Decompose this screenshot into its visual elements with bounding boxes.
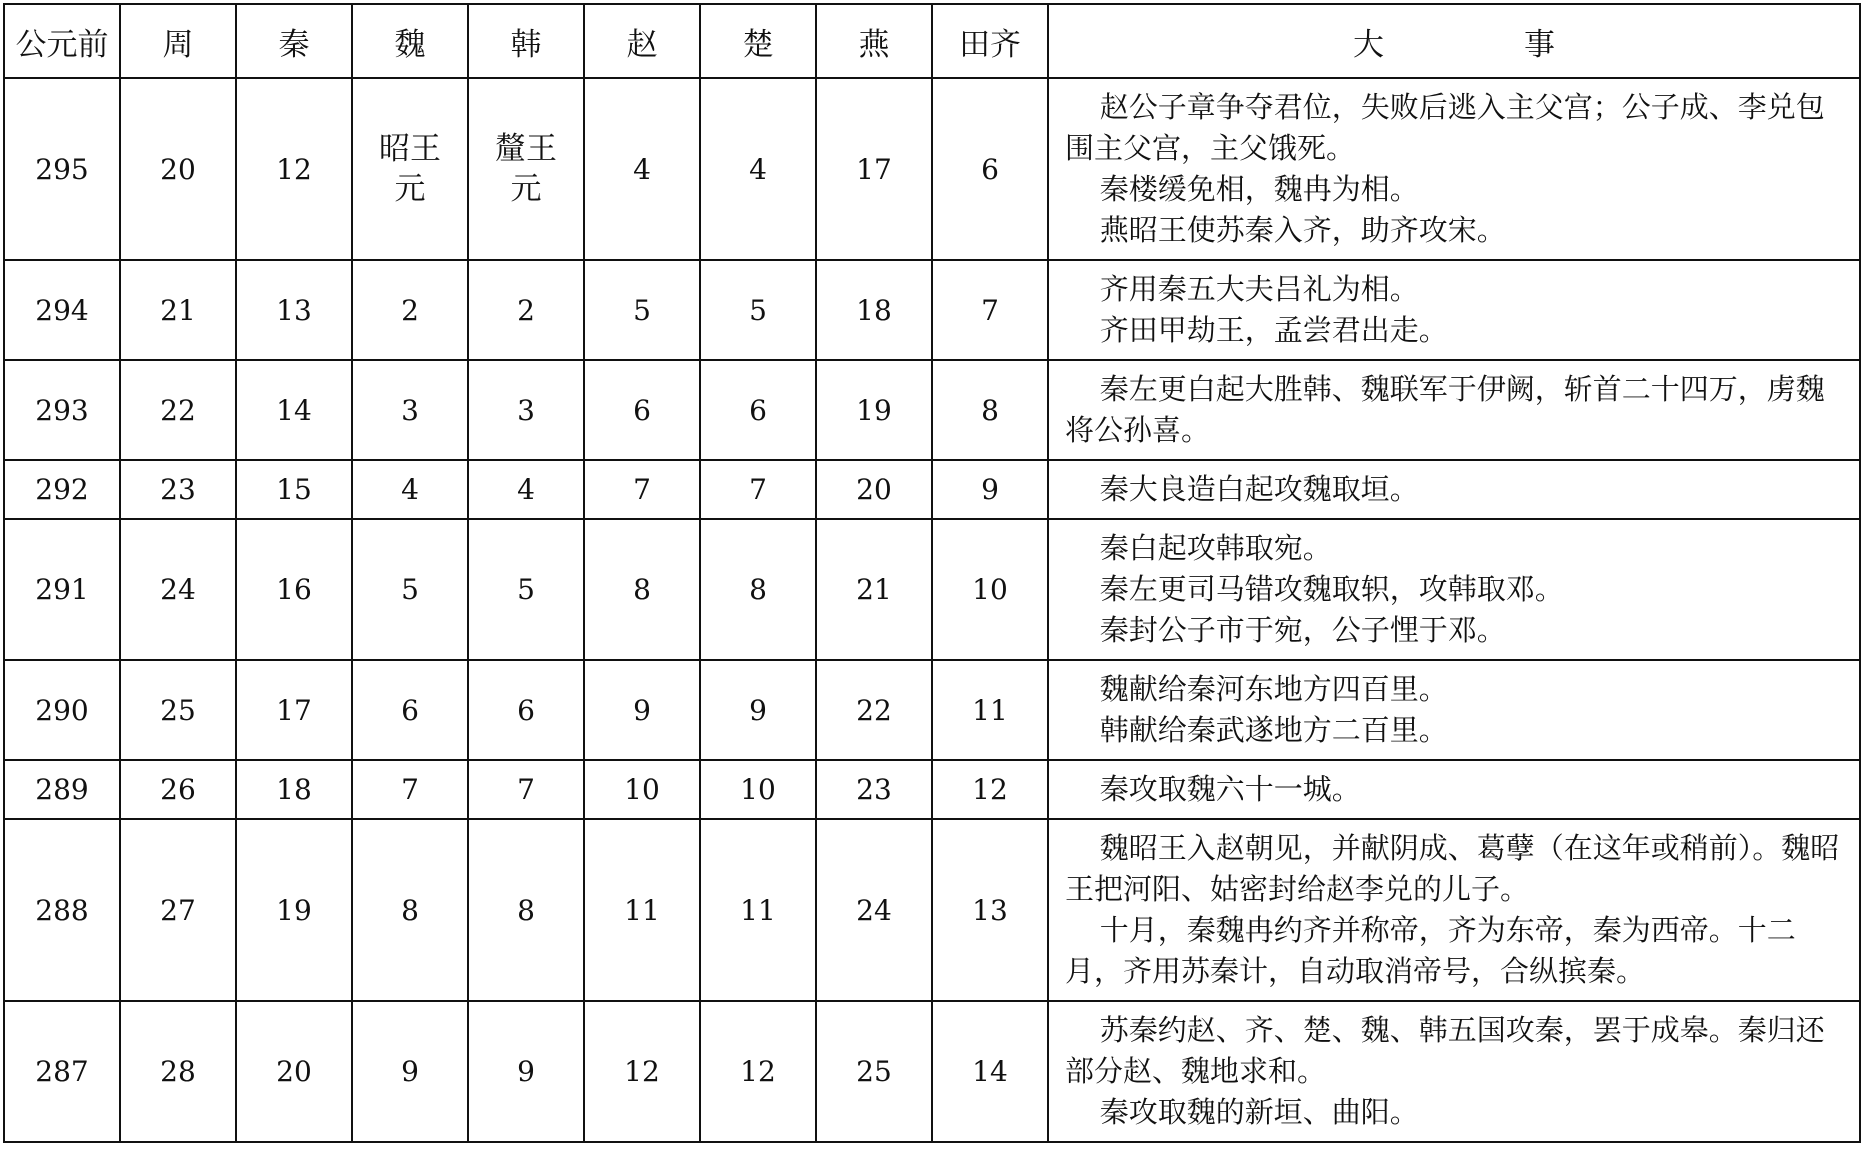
cell-chu: 9 [700, 660, 816, 760]
cell-qi: 14 [932, 1001, 1048, 1142]
cell-zhou: 23 [120, 460, 236, 519]
cell-zhao: 5 [584, 260, 700, 360]
cell-wei [352, 78, 468, 260]
event-paragraph: 燕昭王使苏秦入齐，助齐攻宋。 [1099, 213, 1506, 247]
cell-year: 293 [4, 360, 120, 460]
event-paragraph: 秦封公子市于宛，公子悝于邓。 [1099, 613, 1506, 647]
cell-zhao: 10 [584, 760, 700, 819]
table-row [4, 78, 1860, 260]
chronology-table [3, 3, 1861, 1143]
event-paragraph: 魏献给秦河东地方四百里。 [1099, 672, 1448, 706]
cell-wei: 4 [352, 460, 468, 519]
table-body [4, 78, 1860, 1142]
event-paragraph: 秦攻取魏的新垣、曲阳。 [1099, 1095, 1419, 1129]
cell-han: 5 [468, 519, 584, 660]
cell-wei: 6 [352, 660, 468, 760]
cell-year: 287 [4, 1001, 120, 1142]
cell-han: 2 [468, 260, 584, 360]
cell-yan: 18 [816, 260, 932, 360]
table-row [4, 460, 1860, 519]
cell-chu: 7 [700, 460, 816, 519]
cell-qi: 7 [932, 260, 1048, 360]
cell-zhao: 4 [584, 78, 700, 260]
cell-zhou: 21 [120, 260, 236, 360]
cell-han-line: 釐王 [495, 131, 557, 167]
header-wei: 魏 [352, 4, 468, 78]
cell-wei-line: 昭王 [379, 131, 441, 167]
event-paragraph: 十月，秦魏冉约齐并称帝，齐为东帝，秦为西帝。十二月，齐用苏秦计，自动取消帝号，合纵摈秦。 [1065, 913, 1796, 988]
cell-yan: 25 [816, 1001, 932, 1142]
cell-zhou: 20 [120, 78, 236, 260]
cell-zhao: 6 [584, 360, 700, 460]
event-paragraph: 韩献给秦武遂地方二百里。 [1099, 713, 1448, 747]
cell-yan: 21 [816, 519, 932, 660]
cell-han-line: 元 [510, 171, 542, 207]
cell-qi: 10 [932, 519, 1048, 660]
event-paragraph: 秦攻取魏六十一城。 [1099, 772, 1361, 806]
cell-qin: 13 [236, 260, 352, 360]
cell-wei: 5 [352, 519, 468, 660]
table-row [4, 660, 1860, 760]
cell-yan: 20 [816, 460, 932, 519]
cell-han: 7 [468, 760, 584, 819]
event-paragraph: 赵公子章争夺君位，失败后逃入主父宫；公子成、李兑包围主父宫，主父饿死。 [1065, 90, 1825, 165]
cell-zhou: 26 [120, 760, 236, 819]
cell-zhou: 22 [120, 360, 236, 460]
cell-zhou: 25 [120, 660, 236, 760]
cell-events [1048, 1001, 1860, 1142]
cell-year: 291 [4, 519, 120, 660]
header-yan: 燕 [816, 4, 932, 78]
event-paragraph: 秦白起攻韩取宛。 [1099, 531, 1332, 565]
header-events [1048, 4, 1860, 78]
cell-year: 290 [4, 660, 120, 760]
header-zhao: 赵 [584, 4, 700, 78]
cell-qi: 6 [932, 78, 1048, 260]
header-year: 公元前 [4, 4, 120, 78]
cell-events [1048, 819, 1860, 1001]
cell-han: 4 [468, 460, 584, 519]
cell-qin: 20 [236, 1001, 352, 1142]
cell-qin: 12 [236, 78, 352, 260]
table-row [4, 519, 1860, 660]
cell-zhou: 27 [120, 819, 236, 1001]
cell-wei-line: 元 [394, 171, 426, 207]
cell-han: 9 [468, 1001, 584, 1142]
cell-qi: 12 [932, 760, 1048, 819]
event-paragraph: 魏昭王入赵朝见，并献阴成、葛孽（在这年或稍前）。魏昭王把河阳、姑密封给赵李兑的儿子。 [1065, 831, 1840, 906]
cell-yan: 19 [816, 360, 932, 460]
cell-qin: 15 [236, 460, 352, 519]
cell-zhao: 9 [584, 660, 700, 760]
header-zhou: 周 [120, 4, 236, 78]
cell-han: 6 [468, 660, 584, 760]
cell-chu: 6 [700, 360, 816, 460]
cell-zhao: 7 [584, 460, 700, 519]
cell-yan: 17 [816, 78, 932, 260]
header-han: 韩 [468, 4, 584, 78]
cell-yan: 22 [816, 660, 932, 760]
cell-qi: 8 [932, 360, 1048, 460]
cell-qi: 9 [932, 460, 1048, 519]
cell-events [1048, 78, 1860, 260]
cell-events [1048, 760, 1860, 819]
cell-han: 3 [468, 360, 584, 460]
header-events-left: 大 [1353, 26, 1384, 63]
header-row [4, 4, 1860, 78]
cell-zhao: 8 [584, 519, 700, 660]
event-paragraph: 齐田甲劫王，孟尝君出走。 [1099, 313, 1448, 347]
header-events-right: 事 [1524, 26, 1555, 63]
cell-qin: 17 [236, 660, 352, 760]
cell-year: 289 [4, 760, 120, 819]
cell-chu: 8 [700, 519, 816, 660]
cell-yan: 23 [816, 760, 932, 819]
event-paragraph: 秦楼缓免相，魏冉为相。 [1099, 172, 1419, 206]
cell-chu: 12 [700, 1001, 816, 1142]
cell-qin: 19 [236, 819, 352, 1001]
cell-wei: 9 [352, 1001, 468, 1142]
cell-chu: 10 [700, 760, 816, 819]
cell-qin: 18 [236, 760, 352, 819]
cell-wei: 3 [352, 360, 468, 460]
cell-qin: 14 [236, 360, 352, 460]
cell-han [468, 78, 584, 260]
event-paragraph: 秦左更白起大胜韩、魏联军于伊阙，斩首二十四万，虏魏将公孙喜。 [1065, 372, 1825, 447]
event-paragraph: 秦左更司马错攻魏取轵，攻韩取邓。 [1099, 572, 1564, 606]
table-row [4, 819, 1860, 1001]
cell-qi: 13 [932, 819, 1048, 1001]
cell-events [1048, 519, 1860, 660]
table-row [4, 760, 1860, 819]
cell-wei: 8 [352, 819, 468, 1001]
cell-events [1048, 460, 1860, 519]
header-qin: 秦 [236, 4, 352, 78]
cell-yan: 24 [816, 819, 932, 1001]
cell-year: 294 [4, 260, 120, 360]
cell-year: 288 [4, 819, 120, 1001]
event-paragraph: 苏秦约赵、齐、楚、魏、韩五国攻秦，罢于成皋。秦归还部分赵、魏地求和。 [1065, 1013, 1825, 1088]
table-row [4, 360, 1860, 460]
cell-zhou: 28 [120, 1001, 236, 1142]
cell-zhao: 11 [584, 819, 700, 1001]
event-paragraph: 齐用秦五大夫吕礼为相。 [1099, 272, 1419, 306]
header-qi: 田齐 [932, 4, 1048, 78]
cell-chu: 5 [700, 260, 816, 360]
table-row [4, 1001, 1860, 1142]
cell-year: 295 [4, 78, 120, 260]
cell-chu: 4 [700, 78, 816, 260]
cell-events [1048, 660, 1860, 760]
event-paragraph: 秦大良造白起攻魏取垣。 [1099, 472, 1419, 506]
header-chu: 楚 [700, 4, 816, 78]
table-row [4, 260, 1860, 360]
cell-chu: 11 [700, 819, 816, 1001]
chronology-page [3, 3, 1859, 1171]
cell-qi: 11 [932, 660, 1048, 760]
cell-wei: 2 [352, 260, 468, 360]
cell-events [1048, 360, 1860, 460]
cell-wei: 7 [352, 760, 468, 819]
cell-year: 292 [4, 460, 120, 519]
cell-qin: 16 [236, 519, 352, 660]
cell-han: 8 [468, 819, 584, 1001]
cell-zhou: 24 [120, 519, 236, 660]
cell-events [1048, 260, 1860, 360]
cell-zhao: 12 [584, 1001, 700, 1142]
